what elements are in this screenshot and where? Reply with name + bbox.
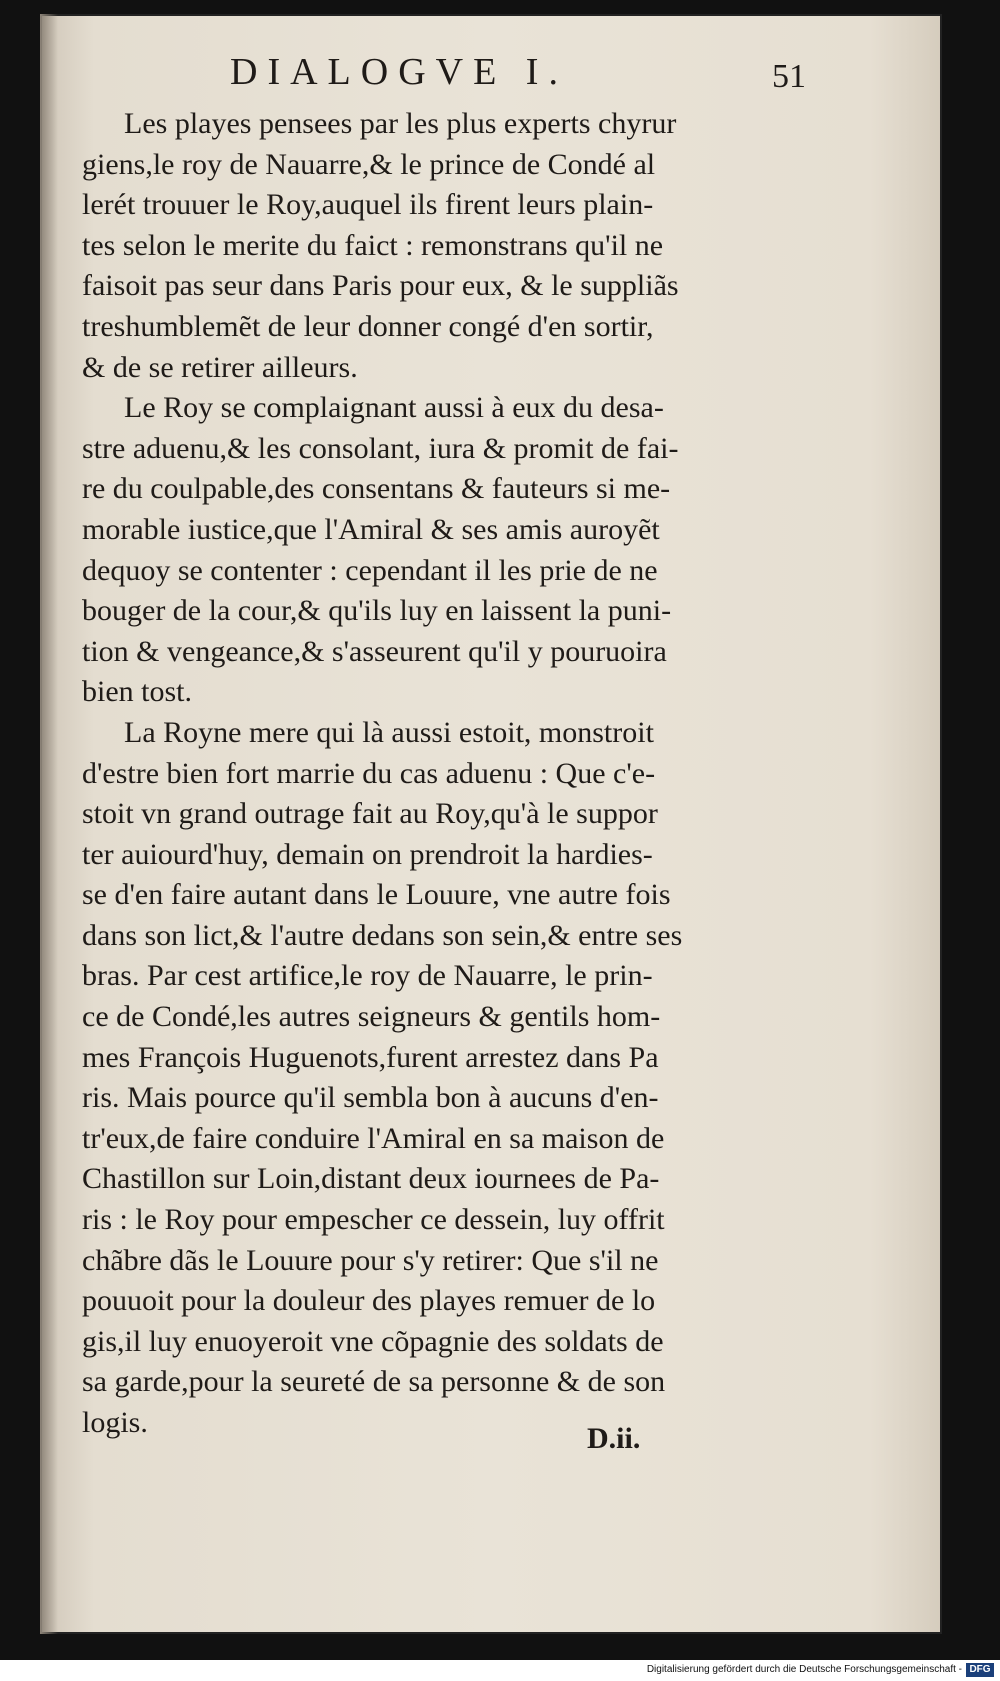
text-line: faisoit pas seur dans Paris pour eux, & le suppliãs [82,269,679,303]
text-line: d'estre bien fort marrie du cas aduenu : Que c'e- [82,756,656,790]
text-line: tion & vengeance,& s'asseurent qu'il y pouruoira [82,634,667,668]
text-line: dequoy se contenter : cependant il les prie de ne [82,553,658,587]
page-gutter-shadow [40,14,58,1634]
text-line: pouuoit pour la douleur des playes remuer de lo [82,1284,656,1318]
text-line: Le Roy se complaignant aussi à eux du desa- [124,391,664,425]
text-line: mes François Huguenots,furent arrestez dans Pa [82,1040,659,1074]
text-line: lerét trouuer le Roy,auquel ils firent leurs plain- [82,188,654,222]
text-line: tes selon le merite du faict : remonstrans qu'il ne [82,228,664,262]
text-line: giens,le roy de Nauarre,& le prince de Condé al [82,147,656,181]
text-line: sa garde,pour la seureté de sa personne & de son [82,1365,666,1399]
text-line: ce de Condé,les autres seigneurs & gentils hom- [82,1000,661,1034]
text-line: logis. [82,1406,148,1439]
text-line: chãbre dãs le Louure pour s'y retirer: Que s'il ne [82,1243,659,1277]
text-line: stoit vn grand outrage fait au Roy,qu'à le suppor [82,797,658,831]
text-line: Chastillon sur Loin,distant deux iournees de Pa- [82,1162,660,1196]
text-line: bras. Par cest artifice,le roy de Nauarre, le prin- [82,959,653,993]
text-line: treshumblemẽt de leur donner congé d'en sortir, [82,309,654,343]
page-number: 51 [772,58,806,95]
signature-mark: D.ii. [587,1422,641,1455]
text-line: stre aduenu,& les consolant, iura & promit de fai- [82,431,679,465]
body-text [82,104,808,1444]
text-line: & de se retirer ailleurs. [82,350,358,384]
text-line: se d'en faire autant dans le Louure, vne autre fois [82,878,671,912]
text-line: tr'eux,de faire conduire l'Amiral en sa maison de [82,1121,665,1155]
text-line: re du coulpable,des consentans & fauteurs si me- [82,472,671,506]
text-line: gis,il luy enuoyeroit vne cõpagnie des soldats de [82,1324,664,1358]
text-line: ris : le Roy pour empescher ce dessein, luy offrit [82,1203,665,1237]
text-line: morable iustice,que l'Amiral & ses amis auroyẽt [82,512,660,546]
text-line: dans son lict,& l'autre dedans son sein,& entre ses [82,918,683,952]
running-head: DIALOGVE I. [230,51,568,93]
digitization-footer [0,1660,1000,1681]
text-line: ris. Mais pource qu'il sembla bon à aucuns d'en- [82,1081,659,1115]
text-line: bouger de la cour,& qu'ils luy en laissent la puni- [82,594,672,628]
text-line: bien tost. [82,675,192,709]
funding-credit: Digitalisierung gefördert durch die Deutsche Forschungsgemeinschaft - [646,1664,962,1675]
text-line: La Royne mere qui là aussi estoit, monstroit [124,715,654,749]
text-line: ter auiourd'huy, demain on prendroit la hardies- [82,837,653,871]
text-line: Les playes pensees par les plus experts chyrur [124,107,677,140]
dfg-logo: DFG [966,1663,994,1677]
